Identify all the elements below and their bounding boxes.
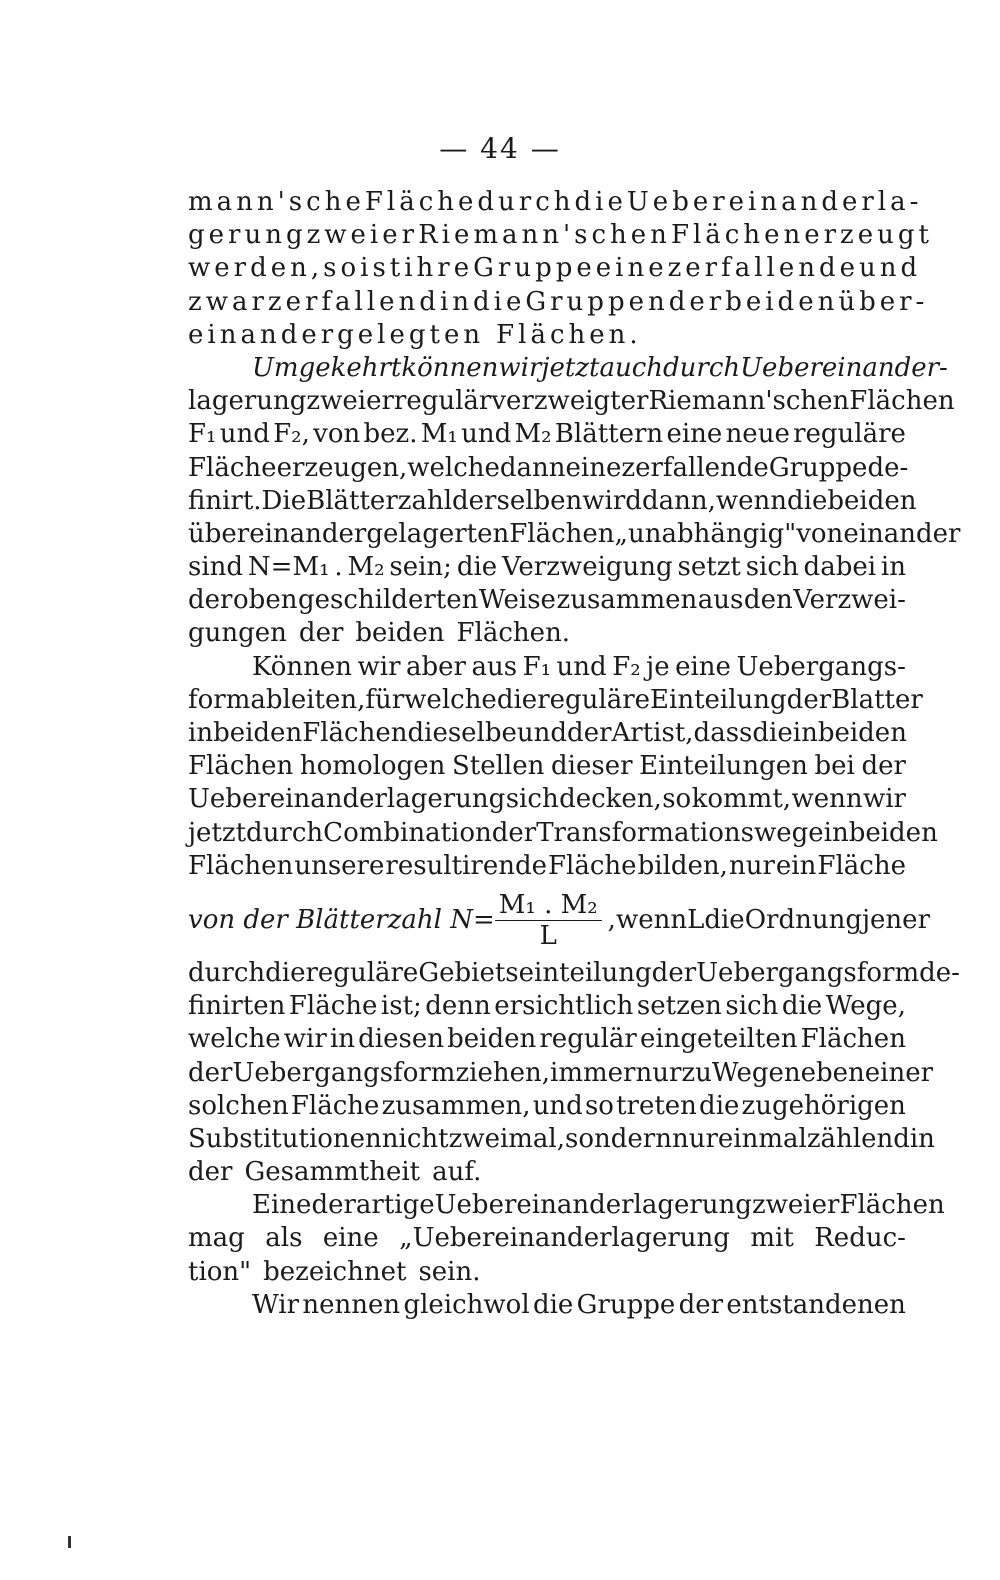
text-line: gungen der beiden Flächen. — [188, 618, 571, 649]
text-line: übereinandergelagerten Flächen „unabhängig" von einander — [188, 518, 961, 549]
text-line: in beiden Flächen dieselbe und der Art ist, dass die in beiden — [188, 718, 907, 748]
formula-text-after: , wenn L die Ordnung jener — [607, 905, 930, 936]
margin-mark — [68, 1536, 71, 1548]
text-line: durch die reguläre Gebietseinteilung der Uebergangsform de- — [188, 957, 960, 988]
text-line: der Gesammtheit auf. — [188, 1157, 482, 1188]
text-line: Können wir aber aus F₁ und F₂ je eine Uebergangs- — [252, 651, 906, 682]
text-line: Substitutionen nicht zweimal, sondern nur einmal zählend in — [188, 1123, 935, 1154]
paragraphs-before-formula — [188, 186, 961, 883]
text-line: jetzt durch Combination der Transformationswege in beiden — [188, 817, 938, 848]
text-line: mann'sche Fläche durch die Uebereinanderla- — [188, 187, 923, 217]
text-line: tion" bezeichnet sein. — [188, 1256, 481, 1287]
text-line: sind N=M₁ . M₂ sein; die Verzweigung setzt sich dabei in — [188, 552, 906, 583]
text-line: finirten Fläche ist; denn ersichtlich setzen sich die Wege, — [188, 991, 906, 1022]
text-line: gerung zweier Riemann'schen Flächen erzeugt — [188, 220, 933, 251]
text-line: solchen Fläche zusammen, und so treten die zugehörigen — [188, 1090, 906, 1121]
text-line: Flächen homologen Stellen dieser Einteilungen bei der — [188, 751, 906, 782]
text-line: der Uebergangsform ziehen, immer nur zu Wegen eben einer — [188, 1057, 934, 1088]
formula-line — [188, 887, 930, 955]
text-line: welche wir in diesen beiden regulär eingeteilten Flächen — [188, 1024, 906, 1055]
fraction-numerator: M₁ . M₂ — [495, 890, 602, 921]
formula-text-before: von der Blätterzahl N= — [188, 905, 495, 936]
text-line: F₁ und F₂, von bez. M₁ und M₂ Blättern eine neue reguläre — [188, 419, 906, 450]
text-line: Umgekehrt können wir jetzt auch durch Uebereinander- — [252, 352, 948, 383]
text-line: mag als eine „Uebereinanderlagerung mit Reduc- — [188, 1223, 906, 1254]
text-line: Fläche erzeugen, welche dann eine zerfallende Gruppe de- — [188, 452, 909, 483]
fraction-denominator: L — [539, 921, 557, 952]
text-line: Uebereinanderlagerung sich decken, so kommt, wenn wir — [188, 784, 906, 815]
text-line: finirt. Die Blätterzahl derselben wird dann, wenn die beiden — [188, 485, 917, 516]
text-line: Wir nennen gleichwol die Gruppe der entstandenen — [252, 1289, 906, 1320]
text-line: Flächen unsere resultirende Fläche bilden, nur ein Fläche — [188, 850, 906, 881]
text-line: einandergelegten Flächen. — [188, 319, 642, 350]
text-line: Eine derartige Uebereinanderlagerung zweier Flächen — [252, 1190, 945, 1221]
text-line: werden, so ist ihre Gruppe eine zerfallende und — [188, 253, 922, 284]
paragraphs-after-formula — [188, 957, 960, 1322]
text-line: form ableiten, für welche die reguläre Einteilung der Blatter — [188, 684, 923, 715]
page-number: — 44 — — [439, 132, 561, 165]
text-line: lagerung zweier regulär verzweigter Riemann'schen Flächen — [188, 386, 955, 417]
text-line: der oben geschilderten Weise zusammen aus den Verzwei- — [188, 585, 906, 616]
text-line: zwar zerfallend in die Gruppen der beiden über- — [188, 286, 929, 317]
body-text — [188, 186, 961, 1322]
fraction — [495, 890, 602, 951]
